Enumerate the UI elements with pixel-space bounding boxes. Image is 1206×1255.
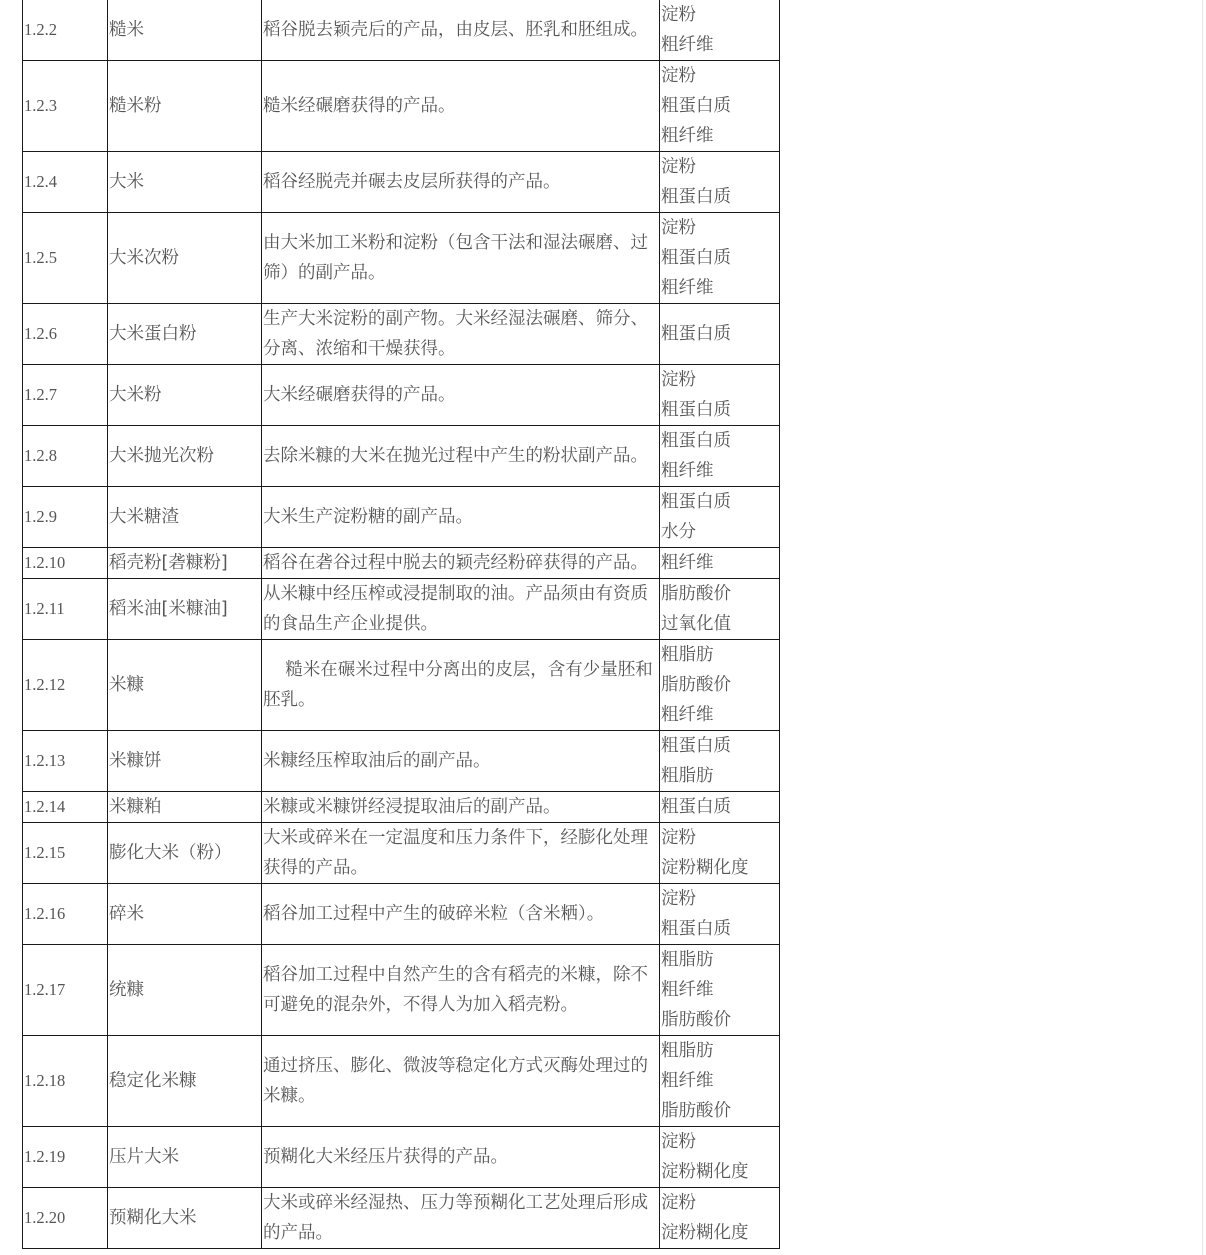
item-name: 稻壳粉[砻糠粉] — [108, 548, 262, 579]
test-item: 淀粉糊化度 — [661, 1162, 749, 1182]
table-row — [23, 1036, 780, 1127]
item-description: 米糠或米糠饼经浸提取油后的副产品。 — [263, 797, 561, 817]
test-items-cell — [660, 884, 780, 945]
table-body — [23, 0, 780, 1249]
test-items-cell — [660, 365, 780, 426]
test-item: 粗纤维 — [661, 126, 714, 146]
table-row — [23, 579, 780, 640]
item-code: 1.2.6 — [23, 304, 108, 365]
item-code: 1.2.20 — [23, 1188, 108, 1249]
test-items-cell — [660, 1036, 780, 1127]
test-item: 淀粉 — [661, 218, 696, 238]
test-items-cell — [660, 640, 780, 731]
test-item: 粗纤维 — [661, 980, 714, 1000]
feed-ingredient-table — [22, 0, 780, 1249]
test-items-cell — [660, 0, 780, 61]
item-name: 糙米粉 — [108, 61, 262, 152]
test-item: 粗脂肪 — [661, 645, 714, 665]
test-item: 粗纤维 — [661, 705, 714, 725]
item-name: 膨化大米（粉） — [108, 823, 262, 884]
table-row — [23, 640, 780, 731]
test-item: 粗纤维 — [661, 461, 714, 481]
item-name: 统糠 — [108, 945, 262, 1036]
test-item: 粗蛋白质 — [661, 492, 731, 512]
item-name: 糙米 — [108, 0, 262, 61]
item-description-cell — [262, 731, 660, 792]
item-description-cell — [262, 0, 660, 61]
table-row — [23, 426, 780, 487]
test-items-cell — [660, 731, 780, 792]
test-items-cell — [660, 548, 780, 579]
table-row — [23, 1127, 780, 1188]
test-item: 粗蛋白质 — [661, 324, 731, 344]
item-description-cell — [262, 884, 660, 945]
item-description: 稻谷在砻谷过程中脱去的颖壳经粉碎获得的产品。 — [263, 553, 648, 573]
item-description: 稻谷经脱壳并碾去皮层所获得的产品。 — [263, 172, 561, 192]
test-items-cell — [660, 304, 780, 365]
item-name: 米糠饼 — [108, 731, 262, 792]
test-item: 过氧化值 — [661, 614, 731, 634]
item-code: 1.2.3 — [23, 61, 108, 152]
test-items-cell — [660, 823, 780, 884]
test-item: 淀粉糊化度 — [661, 1223, 749, 1243]
test-item: 粗纤维 — [661, 35, 714, 55]
item-description-cell — [262, 792, 660, 823]
test-item: 粗蛋白质 — [661, 431, 731, 451]
test-item: 淀粉 — [661, 370, 696, 390]
test-item: 粗蛋白质 — [661, 736, 731, 756]
item-description: 通过挤压、膨化、微波等稳定化方式灭酶处理过的米糠。 — [263, 1056, 648, 1106]
item-code: 1.2.11 — [23, 579, 108, 640]
item-description-cell — [262, 640, 660, 731]
item-description: 从米糠中经压榨或浸提制取的油。产品须由有资质的食品生产企业提供。 — [263, 584, 648, 634]
item-description: 大米或碎米经湿热、压力等预糊化工艺处理后形成的产品。 — [263, 1193, 648, 1243]
item-name: 压片大米 — [108, 1127, 262, 1188]
table-row — [23, 884, 780, 945]
item-code: 1.2.18 — [23, 1036, 108, 1127]
test-item: 粗纤维 — [661, 1071, 714, 1091]
item-description-cell — [262, 365, 660, 426]
test-items-cell — [660, 61, 780, 152]
table-row — [23, 823, 780, 884]
item-description-cell — [262, 548, 660, 579]
item-description-cell — [262, 1036, 660, 1127]
item-description: 稻谷加工过程中自然产生的含有稻壳的米糠，除不可避免的混杂外，不得人为加入稻壳粉。 — [263, 965, 648, 1015]
item-code: 1.2.4 — [23, 152, 108, 213]
table-row — [23, 548, 780, 579]
table-row — [23, 792, 780, 823]
item-name: 大米 — [108, 152, 262, 213]
test-item: 粗脂肪 — [661, 766, 714, 786]
test-items-cell — [660, 213, 780, 304]
item-description-cell — [262, 152, 660, 213]
table-row — [23, 0, 780, 61]
test-items-cell — [660, 1188, 780, 1249]
test-item: 淀粉 — [661, 1132, 696, 1152]
item-description-cell — [262, 426, 660, 487]
item-description: 米糠经压榨取油后的副产品。 — [263, 751, 491, 771]
item-description-cell — [262, 304, 660, 365]
item-description-cell — [262, 1127, 660, 1188]
table-row — [23, 487, 780, 548]
item-name: 预糊化大米 — [108, 1188, 262, 1249]
table-row — [23, 213, 780, 304]
test-item: 粗纤维 — [661, 278, 714, 298]
test-item: 粗蛋白质 — [661, 248, 731, 268]
item-name: 碎米 — [108, 884, 262, 945]
table-row — [23, 365, 780, 426]
test-item: 淀粉糊化度 — [661, 858, 749, 878]
test-item: 粗脂肪 — [661, 1041, 714, 1061]
table-row — [23, 61, 780, 152]
item-code: 1.2.2 — [23, 0, 108, 61]
page-right-border — [1202, 0, 1203, 1255]
test-items-cell — [660, 426, 780, 487]
item-description-cell — [262, 823, 660, 884]
item-code: 1.2.10 — [23, 548, 108, 579]
test-item: 粗蛋白质 — [661, 187, 731, 207]
item-description: 去除米糠的大米在抛光过程中产生的粉状副产品。 — [263, 446, 648, 466]
test-item: 粗蛋白质 — [661, 797, 731, 817]
table-row — [23, 152, 780, 213]
item-description: 生产大米淀粉的副产物。大米经湿法碾磨、筛分、分离、浓缩和干燥获得。 — [263, 309, 648, 359]
item-code: 1.2.7 — [23, 365, 108, 426]
item-description-cell — [262, 1188, 660, 1249]
test-item: 淀粉 — [661, 889, 696, 909]
test-item: 粗蛋白质 — [661, 400, 731, 420]
item-name: 稳定化米糠 — [108, 1036, 262, 1127]
item-description: 预糊化大米经压片获得的产品。 — [263, 1147, 508, 1167]
table-row — [23, 731, 780, 792]
test-item: 淀粉 — [661, 66, 696, 86]
item-description: 糙米经碾磨获得的产品。 — [263, 96, 456, 116]
test-item: 淀粉 — [661, 157, 696, 177]
test-items-cell — [660, 579, 780, 640]
table-row — [23, 945, 780, 1036]
test-item: 脂肪酸价 — [661, 584, 731, 604]
test-item: 水分 — [661, 522, 696, 542]
item-description: 大米或碎米在一定温度和压力条件下，经膨化处理获得的产品。 — [263, 828, 648, 878]
item-name: 大米粉 — [108, 365, 262, 426]
item-code: 1.2.9 — [23, 487, 108, 548]
item-code: 1.2.13 — [23, 731, 108, 792]
item-name: 稻米油[米糠油] — [108, 579, 262, 640]
item-description: 稻谷加工过程中产生的破碎米粒（含米粞）。 — [263, 904, 605, 924]
item-description: 大米生产淀粉糖的副产品。 — [263, 507, 473, 527]
test-items-cell — [660, 945, 780, 1036]
item-name: 大米蛋白粉 — [108, 304, 262, 365]
item-code: 1.2.8 — [23, 426, 108, 487]
test-item: 淀粉 — [661, 5, 696, 25]
test-item: 脂肪酸价 — [661, 1010, 731, 1030]
item-code: 1.2.19 — [23, 1127, 108, 1188]
test-item: 脂肪酸价 — [661, 1101, 731, 1121]
item-code: 1.2.12 — [23, 640, 108, 731]
item-description: 糙米在碾米过程中分离出的皮层，含有少量胚和胚乳。 — [263, 660, 653, 710]
test-item: 粗蛋白质 — [661, 96, 731, 116]
test-item: 脂肪酸价 — [661, 675, 731, 695]
item-description: 稻谷脱去颖壳后的产品，由皮层、胚乳和胚组成。 — [263, 20, 648, 40]
item-description: 由大米加工米粉和淀粉（包含干法和湿法碾磨、过筛）的副产品。 — [263, 233, 648, 283]
item-name: 大米糖渣 — [108, 487, 262, 548]
item-code: 1.2.5 — [23, 213, 108, 304]
item-description-cell — [262, 579, 660, 640]
test-items-cell — [660, 792, 780, 823]
item-description-cell — [262, 61, 660, 152]
item-code: 1.2.16 — [23, 884, 108, 945]
item-name: 大米抛光次粉 — [108, 426, 262, 487]
table-row — [23, 1188, 780, 1249]
test-item: 粗蛋白质 — [661, 919, 731, 939]
test-item: 粗脂肪 — [661, 950, 714, 970]
item-description: 大米经碾磨获得的产品。 — [263, 385, 456, 405]
item-description-cell — [262, 945, 660, 1036]
item-code: 1.2.15 — [23, 823, 108, 884]
item-description-cell — [262, 213, 660, 304]
test-item: 粗纤维 — [661, 553, 714, 573]
item-name: 米糠 — [108, 640, 262, 731]
test-items-cell — [660, 487, 780, 548]
test-item: 淀粉 — [661, 828, 696, 848]
test-item: 淀粉 — [661, 1193, 696, 1213]
item-code: 1.2.17 — [23, 945, 108, 1036]
item-description-cell — [262, 487, 660, 548]
test-items-cell — [660, 1127, 780, 1188]
item-code: 1.2.14 — [23, 792, 108, 823]
table-row — [23, 304, 780, 365]
item-name: 大米次粉 — [108, 213, 262, 304]
item-name: 米糠粕 — [108, 792, 262, 823]
test-items-cell — [660, 152, 780, 213]
